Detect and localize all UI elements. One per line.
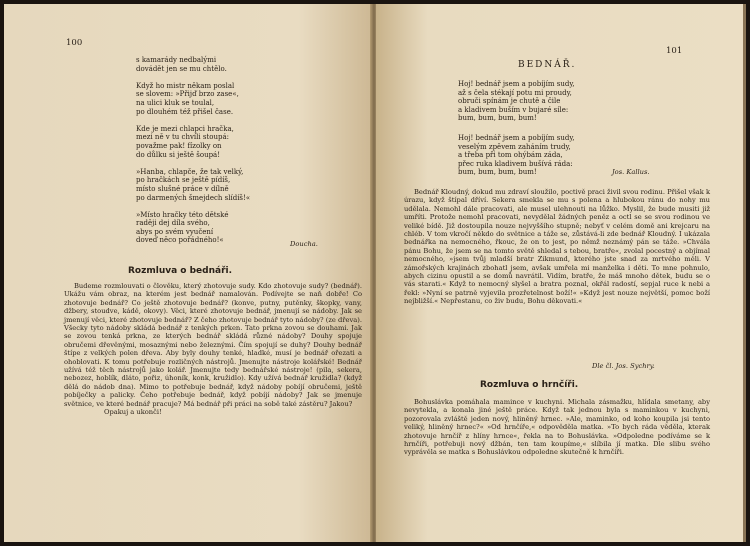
- poem-line: po hračkách se ještě pídíš,: [136, 176, 231, 185]
- poem-author-doucha: Doucha.: [290, 240, 318, 248]
- page-edge: [743, 4, 746, 542]
- poem-line: se slovem: »Přijď brzo zase«,: [136, 90, 239, 99]
- section-title-bednar: Rozmluva o bednáři.: [128, 266, 233, 276]
- poem-line: s kamarády nedbalými: [136, 56, 217, 64]
- poem-line: do důlku si ještě šoupá!: [136, 150, 221, 159]
- poem-line: [136, 202, 250, 211]
- poem-line: mezi ně v tu chvíli stoupá:: [136, 133, 229, 142]
- poem-line: bum, bum, bum, bum!: [458, 114, 537, 123]
- poem-line: a kladivem buším v bujaré síle:: [458, 105, 569, 114]
- page-number-left: 100: [66, 38, 83, 48]
- poem-line: až s čela stékají potu mi proudy,: [458, 88, 572, 97]
- page-number-right: 101: [666, 46, 683, 56]
- open-book: [4, 4, 746, 542]
- poem-line: po dlouhém též přišel čase.: [136, 107, 234, 116]
- prose-closing-line: Opakuj a ukonči!: [104, 408, 162, 417]
- section-title-hrncir: Rozmluva o hrnčíři.: [480, 380, 579, 390]
- poem-line: dovádět jen se mu chtělo.: [136, 64, 227, 73]
- prose-bednar: [64, 282, 362, 417]
- left-page: [4, 4, 372, 542]
- poem-stanza-2: [458, 134, 575, 177]
- poem-line: a třeba při tom ohýbám záda,: [458, 151, 563, 160]
- poem-line: »Hanba, chlapče, že tak velký,: [136, 167, 244, 176]
- poem-line: místo slušné práce v dílně: [136, 184, 229, 193]
- prose-kloudny: [404, 188, 710, 306]
- poem-line: Když ho mistr někam poslal: [136, 81, 235, 90]
- poem-line: Kde je mezi chlapci hračka,: [136, 124, 234, 133]
- poem-line: Hoj! bednář jsem a pobíjím sudy,: [458, 80, 575, 88]
- poem-line: abys po svém vyučení: [136, 227, 214, 236]
- poem-line: Hoj! bednář jsem a pobíjím sudy,: [458, 134, 575, 142]
- poem-line: obruči spínám je chutě a čile: [458, 97, 561, 106]
- right-page: [376, 4, 746, 542]
- poem-continuation: [136, 56, 250, 245]
- poem-author-kallus: Jos. Kallus.: [612, 168, 650, 176]
- poem-line: doveď něco pořádného!«: [136, 236, 224, 245]
- poem-line: »Místo hračky této dětské: [136, 210, 229, 219]
- poem-line: považme pak! fízolky on: [136, 141, 222, 150]
- poem-line: bum, bum, bum, bum!: [458, 168, 537, 177]
- poem-title-bednar: BEDNÁŘ.: [518, 60, 577, 70]
- poem-line: [136, 116, 250, 125]
- poem-line: [136, 73, 250, 82]
- prose-paragraph: Bohuslávka pomáhala mamince v kuchyni. Michala zásmažku, hlídala smetany, aby nevytekla, a konala jiné ještě práce. Když tak jednou byla s maminkou v kuchyni, pozorovala zvláště jeden nový, hliněný hrnec. »Ale, maminko, od koho koupila jsi tento veliký, hliněný hrnec?« »Od hrnčíře,« odpověděla matka. »To bych ráda věděla, kterak zhotovuje hrnčíř z hlíny hrnce«, řekla na to Bohuslávka. »Odpoledne podíváme se k hrnčíři, potřebuji nový džbán, ten tam koupíme,« slíbila jí matka. Dle slibu svého vyprávěla se matka s Bohuslávkou odpoledne skutečně k hrnčíři.: [404, 398, 710, 457]
- poem-line: raději dej díla svého,: [136, 219, 210, 228]
- prose-hrncir: [404, 398, 710, 457]
- poem-line: po darmených šmejdech slídíš!«: [136, 193, 251, 202]
- poem-line: [136, 159, 250, 168]
- poem-line: přec ruka kladivem bušívá ráda:: [458, 159, 573, 168]
- prose-paragraph: Budeme rozmlouvati o člověku, který zhotovuje sudy. Kdo zhotovuje sudy? (bednář). Ukážu vám obraz, na kterém jest bednář namalován. Podívejte se naň dobře! Co zhotovuje bednář? Co ještě zhotovuje bednář? (konve, putny, putěnky, škopky, vany, džbery, stoudve, kádě, okovy). Věci, které zhotovuje bednář, jmenují se nádoby. Jak se jmenují věci, které zhotovuje bednář? Z čeho zhotovuje bednář tyto nádoby? (ze dřeva). Všecky tyto nádoby skládá bednář z tenkých prken. Tato prkna zovou se douhami. Jak se zovou tenká prkna, ze kterých bednář skládá různé nádoby? Douhy spojuje obručemi dřevěnými, mosaznými nebo železnými. Čím spojují se duhy? Douhy bednář štípe z velkých polen dřeva. Aby byly douhy tenké, hladké, musí je bednář ořezati a ohoblovati. K tomu potřebuje rozličných nástrojů. Jmenujte nástroje kolářské! Bednář užívá též těch nástrojů jako kolář. Jmenujte tedy bednářské nástroje! (pila, sekera, nebozez, hoblík, dláto, pořiz, úhoník, konk, kružidlo). Kdy užívá bednář kružidla? (když dělá do nádob dna). Mimo to potřebuje bednář, když nádoby pobíjí obručemi, ještě pobíječky a palicky. Čeho potřebuje bednář, když pobíjí nádoby? Jak se jmenuje světnice, ve které bednář pracuje? Má bednář při práci na sobě také zástěru? Jakou?: [64, 282, 362, 408]
- poem-line: na ulici kluk se toulal,: [136, 98, 215, 107]
- prose-paragraph: Bednář Kloudný, dokud mu zdraví sloužilo, poctivě praci živil svou rodinu. Přišel však k úrazu, když štípal dříví. Sekera smekla se mu s polena a hlubokou ránu do nohy mu udělala. Nemohl dále pracovati, ale musel ulehnouti na lůžko. Myslil, že bude musiti již umříti. Protože nemohl pracovati, nevydělal žádných peněz a octl se se svou rodinou ve veliké bídě. Již dostoupila nouze nejvyššího stupně; nebyť v celém domě ani krejcaru na chléb. V tom vkročí někdo do světnice a táže se, zůstává-li zde bednář Kloudný. I ukázala bednářka na nemocného, řkouc, že on to jest, po němž neznámý pán se táže. »Chvála pánu Bohu, že jsem se na tomto světě shledal s tebou, bratře«, zvolal pocestný a objímal nemocného, »jsem tvůj mladší bratr Zikmund, kterého jste snad za mrtvého měli. V zámořských krajinách zbohatl jsem, avšak umřela mi manželka i děti. To mne pohnulo, abych cizinu opustil a se domů navrátil. Vidím, bratře, že máš mnoho dětek, budu se o vás starati.« Když to nemocný slyšel a bratra poznal, okřál radostí, sepjal ruce k nebi a řekl: »Nyní se patrně vyjevila prozřetelnost boží!« »Když jest nouze největší, pomoc boží nejbližší.« Nepřestanu, co živ budu, Bohu děkovati.«: [404, 188, 710, 306]
- prose-author-sychra: Dle čl. Jos. Sychry.: [592, 362, 655, 370]
- poem-stanza-1: [458, 80, 575, 123]
- poem-line: veselým zpěvem zaháním trudy,: [458, 142, 571, 151]
